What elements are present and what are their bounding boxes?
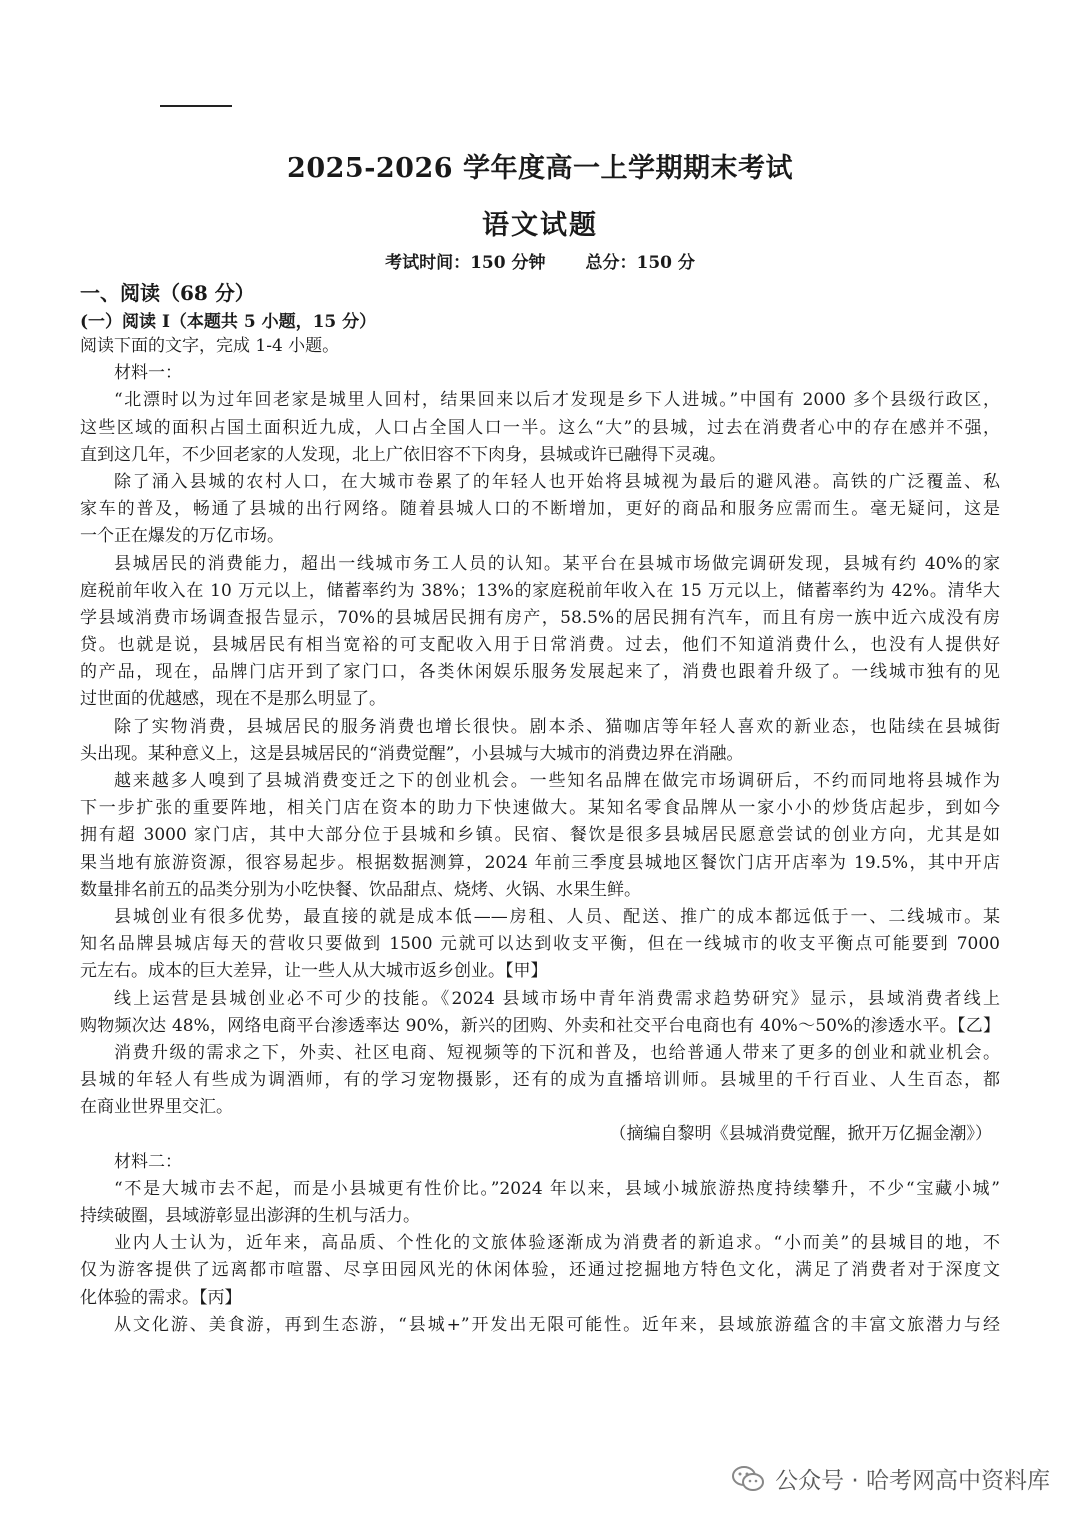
- text-line: 持续破圈，县域游彰显出澎湃的生机与活力。: [80, 1206, 420, 1226]
- text-line: 知名品牌县城店每天的营收只要做到 1500 元就可以达到收支平衡，但在一线城市的收支平衡点可能要到 7000: [80, 934, 1000, 955]
- text-line: 下一步扩张的重要阵地，相关门店在资本的助力下快速做大。某知名零食品牌从一家小小的炒货店起步，到如今: [80, 798, 1000, 819]
- text-line: 一个正在爆发的万亿市场。: [80, 526, 284, 547]
- text-line: 的产品，现在，品牌门店开到了家门口，各类休闲娱乐服务发展起来了，消费也跟着升级了。一线城市独有的见: [80, 662, 1000, 683]
- source-citation: （摘编自黎明《县城消费觉醒，掀开万亿掘金潮》）: [609, 1124, 992, 1145]
- text-line: 元左右。成本的巨大差异，让一些人从大城市返乡创业。【甲】: [80, 961, 548, 982]
- exam-time: 考试时间：150 分钟: [385, 253, 546, 273]
- text-line: 在商业世界里交汇。: [80, 1097, 233, 1118]
- material-label: 材料一：: [114, 363, 182, 384]
- watermark-text: 公众号 · 哈考网高中资料库: [775, 1468, 1050, 1494]
- text-line: “北漂时以为过年回老家是城里人回村，结果回来以后才发现是乡下人进城。”中国有 2000 多个县级行政区，: [114, 390, 1000, 411]
- text-line: 消费升级的需求之下，外卖、社区电商、短视频等的下沉和普及，也给普通人带来了更多的创业和就业机会。: [114, 1042, 1000, 1063]
- text-line: 购物频次达 48%，网络电商平台渗透率达 90%，新兴的团购、外卖和社交平台电商也有 40%～50%的渗透水平。【乙】: [80, 1015, 1000, 1036]
- wechat-icon: [731, 1465, 765, 1493]
- subsection-heading: (一）阅读 I（本题共 5 小题，15 分）: [80, 312, 377, 332]
- text-line: 数量排名前五的品类分别为小吃快餐、饮品甜点、烧烤、火锅、水果生鲜。: [80, 879, 641, 900]
- text-line: 拥有超 3000 家门店，其中大部分位于县城和乡镇。民宿、餐饮是很多县城居民愿意尝试的创业方向，尤其是如: [80, 825, 1000, 846]
- text-line: 县城创业有很多优势，最直接的就是成本低——房租、人员、配送、推广的成本都远低于一、二线城市。某: [114, 906, 1000, 927]
- text-line: 头出现。某种意义上，这是县城居民的“消费觉醒”，小县城与大城市的消费边界在消融。: [80, 743, 744, 764]
- text-line: 仅为游客提供了远离都市喧嚣、尽享田园风光的休闲体验，还通过挖掘地方特色文化，满足了消费者对于深度文: [80, 1260, 1000, 1281]
- material-label: 材料二：: [114, 1151, 182, 1172]
- exam-meta: [0, 248, 1080, 273]
- text-line: 庭税前年收入在 10 万元以上，储蓄率约为 38%；13%的家庭税前年收入在 15 万元以上，储蓄率约为 42%。清华大: [80, 580, 1000, 601]
- instruction-line: 阅读下面的文字，完成 1-4 小题。: [80, 336, 340, 356]
- text-line: 越来越多人嗅到了县城消费变迁之下的创业机会。一些知名品牌在做完市场调研后，不约而同地将县城作为: [114, 771, 1000, 791]
- text-line: “不是大城市去不起，而是小县城更有性价比。”2024 年以来，县域小城旅游热度持续攀升，不少“宝藏小城”: [114, 1178, 1000, 1199]
- exam-total-score: 总分：150 分: [585, 253, 695, 273]
- text-line: 县城居民的消费能力，超出一线城市务工人员的认知。某平台在县城市场做完调研发现，县城有约 40%的家: [114, 553, 1000, 574]
- wechat-watermark: [731, 1462, 1050, 1495]
- text-line: 过世面的优越感，现在不是那么明显了。: [80, 689, 386, 710]
- reading-passage: [80, 333, 1000, 1339]
- text-line: 除了实物消费，县城居民的服务消费也增长很快。剧本杀、猫咖店等年轻人喜欢的新业态，也陆续在县城街: [114, 716, 1000, 737]
- text-line: 家车的普及，畅通了县城的出行网络。随着县城人口的不断增加，更好的商品和服务应需而生。毫无疑问，这是: [80, 499, 1000, 520]
- subject-title: 语文试题: [482, 210, 598, 241]
- text-line: 线上运营是县城创业必不可少的技能。《2024 县域市场中青年消费需求趋势研究》显示，县域消费者线上: [114, 988, 1000, 1009]
- text-line: 从文化游、美食游，再到生态游，“县城+”开发出无限可能性。近年来，县域旅游蕴含的丰富文旅潜力与经: [114, 1314, 1000, 1335]
- exam-title: 2025-2026 学年度高一上学期期末考试: [287, 153, 793, 184]
- top-rule: [160, 105, 232, 107]
- text-line: 直到这几年，不少回老家的人发现，北上广依旧容不下肉身，县城或许已融得下灵魂。: [80, 444, 726, 465]
- text-line: 果当地有旅游资源，很容易起步。根据数据测算，2024 年前三季度县城地区餐饮门店开店率为 19.5%，其中开店: [80, 852, 1000, 873]
- text-line: 化体验的需求。【丙】: [80, 1287, 242, 1308]
- text-line: 县城的年轻人有些成为调酒师，有的学习宠物摄影，还有的成为直播培训师。县城里的千行百业、人生百态，都: [80, 1070, 1000, 1091]
- text-line: 学县域消费市场调查报告显示，70%的县城居民拥有房产，58.5%的居民拥有汽车，而且有房一族中近六成没有房: [80, 607, 1000, 628]
- text-line: 贷。也就是说，县城居民有相当宽裕的可支配收入用于日常消费。过去，他们不知道消费什么，也没有人提供好: [80, 635, 1000, 656]
- text-line: 这些区域的面积占国土面积近九成，人口占全国人口一半。这么“大”的县城，过去在消费者心中的存在感并不强，: [80, 417, 1000, 438]
- text-line: 除了涌入县城的农村人口，在大城市卷累了的年轻人也开始将县城视为最后的避风港。高铁的广泛覆盖、私: [114, 471, 1000, 492]
- section-heading: 一、阅读（68 分）: [80, 281, 255, 305]
- text-line: 业内人士认为，近年来，高品质、个性化的文旅体验逐渐成为消费者的新追求。“小而美”的县城目的地，不: [114, 1233, 1000, 1254]
